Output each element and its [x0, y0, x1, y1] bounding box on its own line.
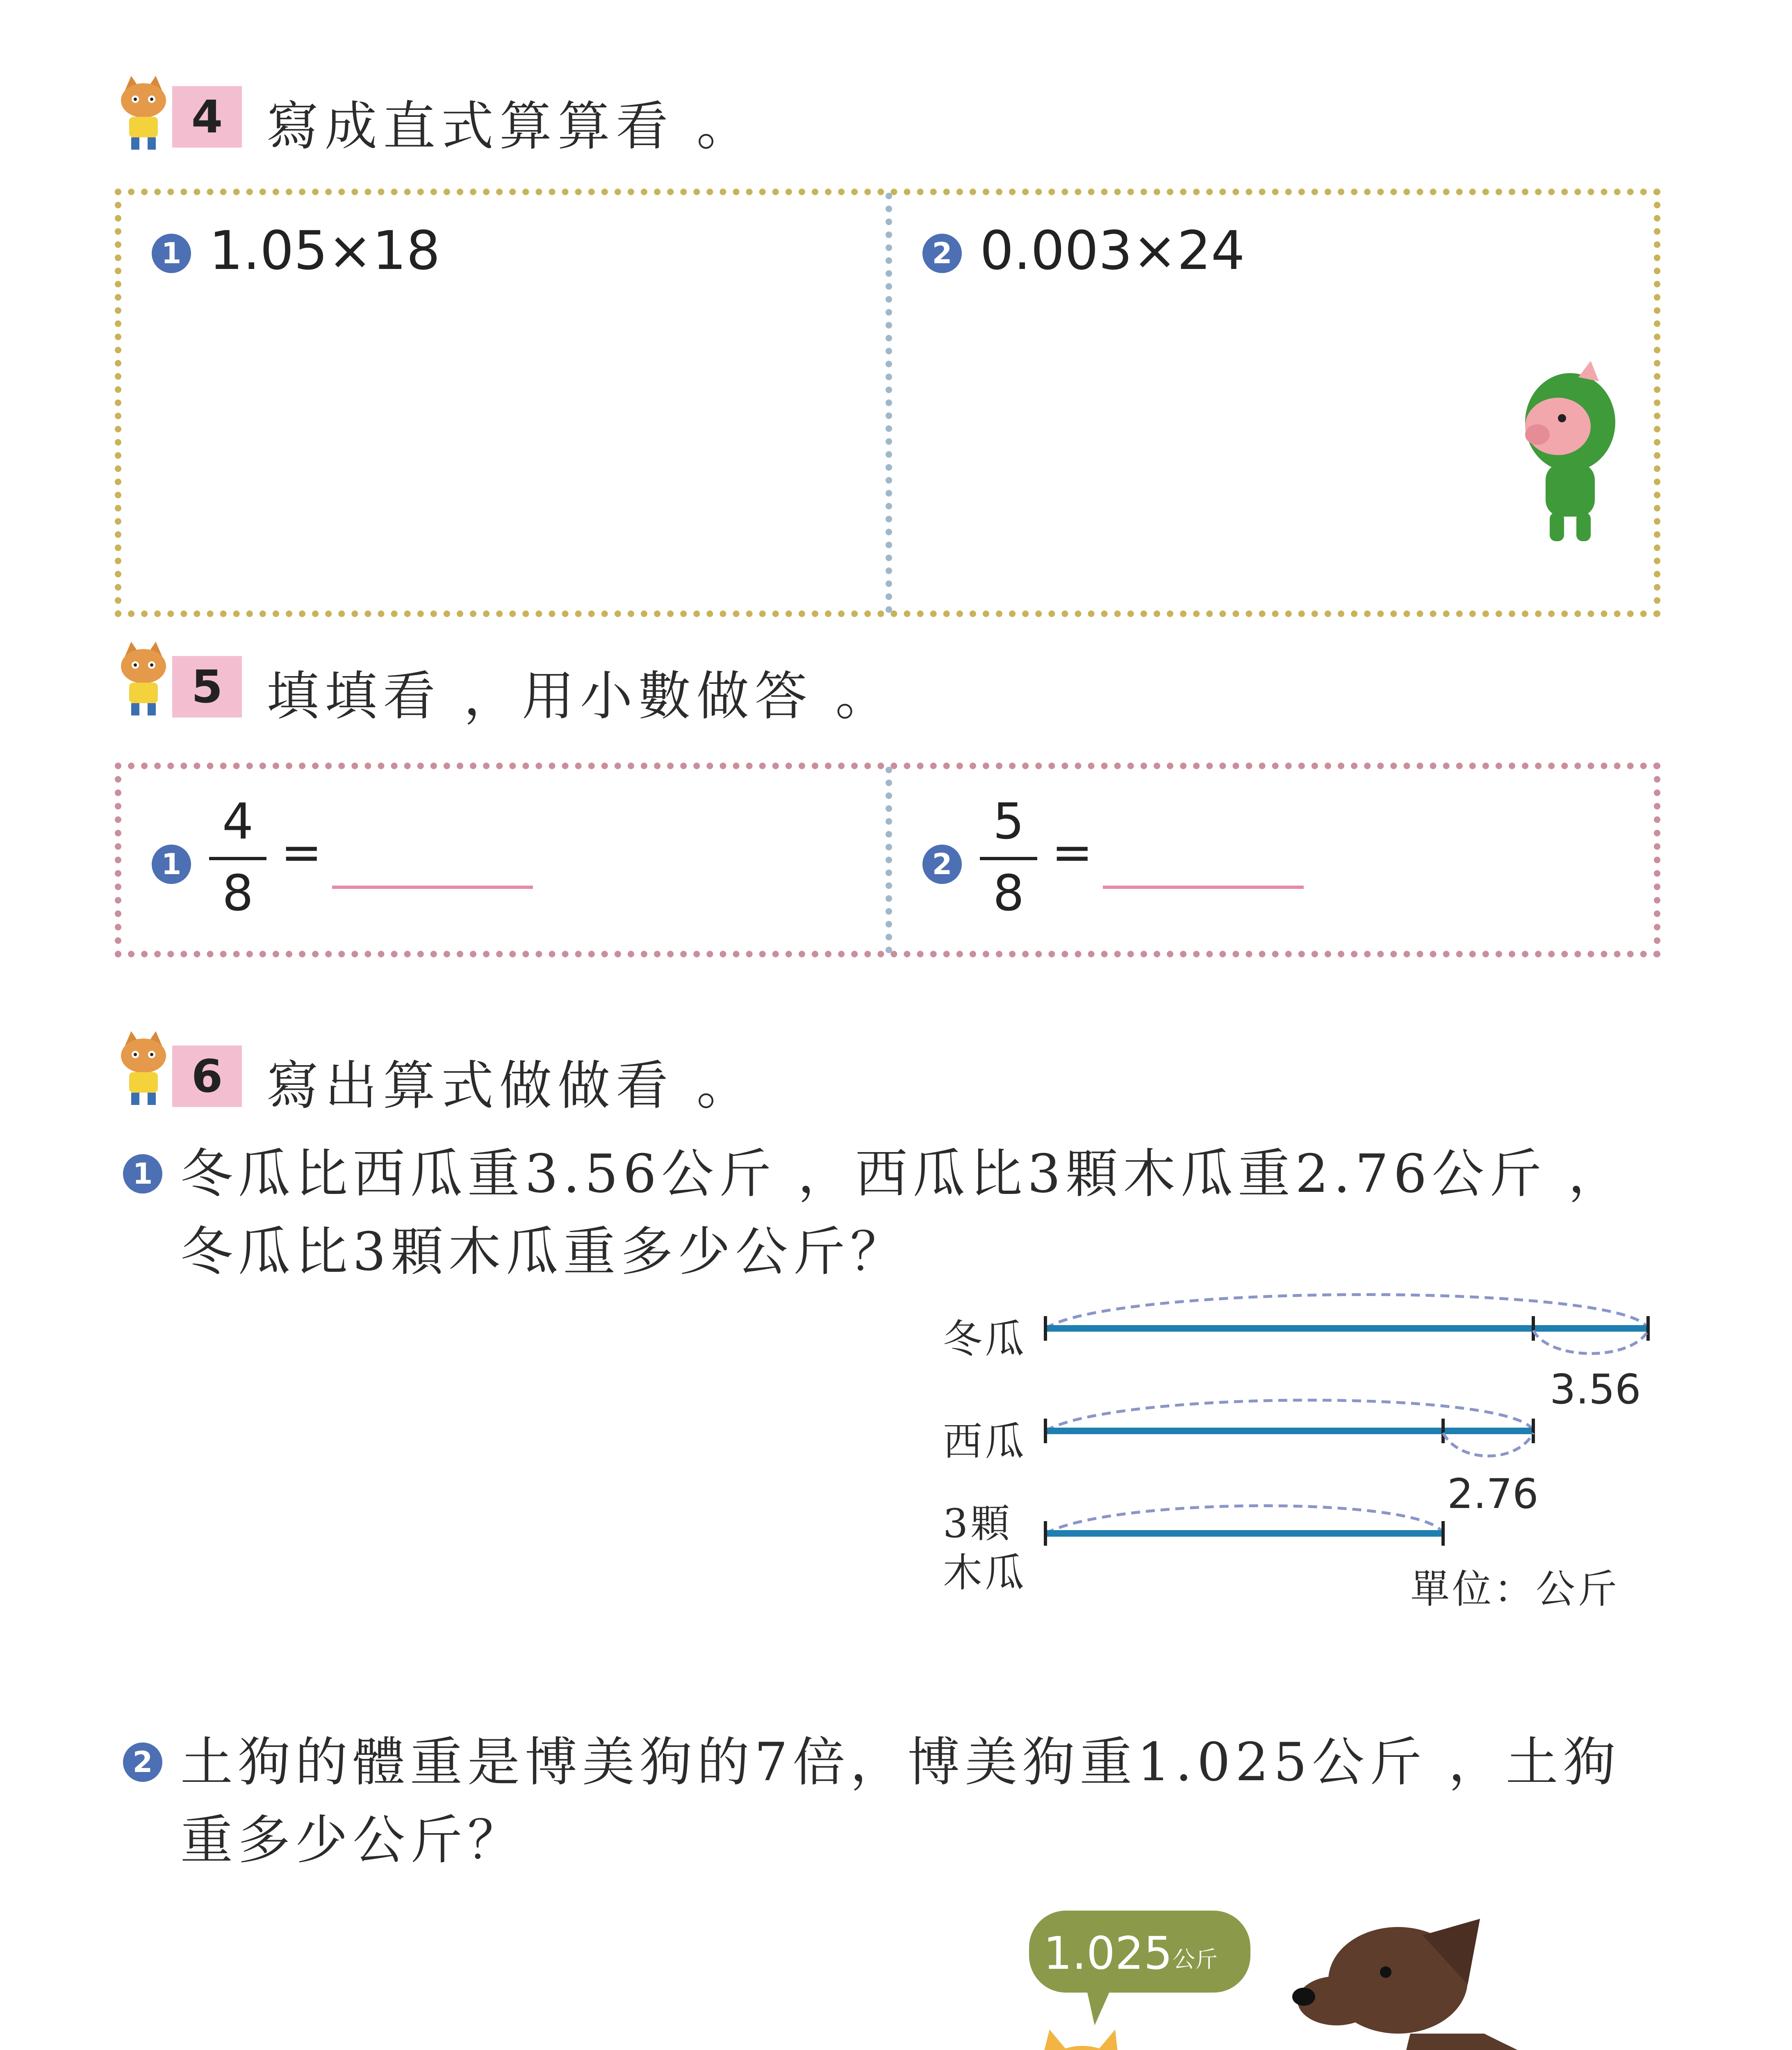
pig-character-icon — [1509, 361, 1632, 545]
box-divider — [886, 767, 892, 953]
bar-label: 木瓜 — [943, 1550, 1027, 1596]
item-marker: 1 — [152, 845, 191, 884]
problem-text-line: 土狗的體重是博美狗的7倍，博美狗重1.025公斤 ，土狗 — [180, 1732, 1621, 1793]
item-marker: 1 — [152, 234, 191, 273]
problem-text-line: 重多少公斤？ — [180, 1810, 525, 1871]
fraction-denominator: 8 — [222, 865, 254, 922]
problem-text-line: 冬瓜比3顆木瓜重多少公斤？ — [180, 1221, 908, 1282]
difference-value: 2.76 — [1447, 1470, 1539, 1518]
question-number-badge: 4 — [172, 86, 242, 148]
unit-label: 單位：公斤 — [1410, 1566, 1619, 1612]
fraction-bar — [980, 857, 1037, 860]
equals-sign: = — [1052, 824, 1093, 881]
question-title: 填填看 ，用小數做答 。 — [266, 666, 894, 727]
expression: 1.05×18 — [209, 219, 440, 282]
expression: 0.003×24 — [980, 219, 1245, 282]
fraction-numerator: 5 — [993, 793, 1025, 850]
item-marker: 2 — [922, 845, 962, 884]
question-number-badge: 6 — [172, 1046, 242, 1107]
fraction-denominator: 8 — [993, 865, 1025, 922]
fraction-numerator: 4 — [222, 793, 254, 850]
equals-sign: = — [281, 824, 322, 881]
bar-label: 3顆 — [943, 1501, 1013, 1547]
item-marker: 2 — [123, 1742, 162, 1782]
cat-mascot-icon — [115, 1029, 172, 1107]
cat-mascot-icon — [115, 74, 172, 152]
item-marker: 2 — [922, 234, 962, 273]
answer-blank[interactable] — [332, 886, 533, 889]
question-title: 寫出算式做做看 。 — [266, 1055, 755, 1116]
question-number-badge: 5 — [172, 656, 242, 718]
bubble-unit: 公斤 — [1173, 1946, 1218, 1973]
fraction-bar — [209, 857, 266, 860]
pomeranian-dog-icon — [1017, 2021, 1173, 2050]
answer-blank[interactable] — [1103, 886, 1304, 889]
item-marker: 1 — [123, 1154, 162, 1194]
bar-label: 西瓜 — [943, 1419, 1027, 1465]
problem-text-line: 冬瓜比西瓜重3.56公斤 ，西瓜比3顆木瓜重2.76公斤 ， — [180, 1143, 1626, 1205]
brown-dog-icon — [1287, 1902, 1656, 2050]
bubble-value: 1.025 — [1043, 1927, 1173, 1979]
bar-label: 冬瓜 — [943, 1316, 1027, 1362]
box-divider — [886, 193, 892, 613]
question-title: 寫成直式算算看 。 — [266, 96, 755, 157]
cat-mascot-icon — [115, 640, 172, 718]
difference-value: 3.56 — [1550, 1365, 1641, 1413]
